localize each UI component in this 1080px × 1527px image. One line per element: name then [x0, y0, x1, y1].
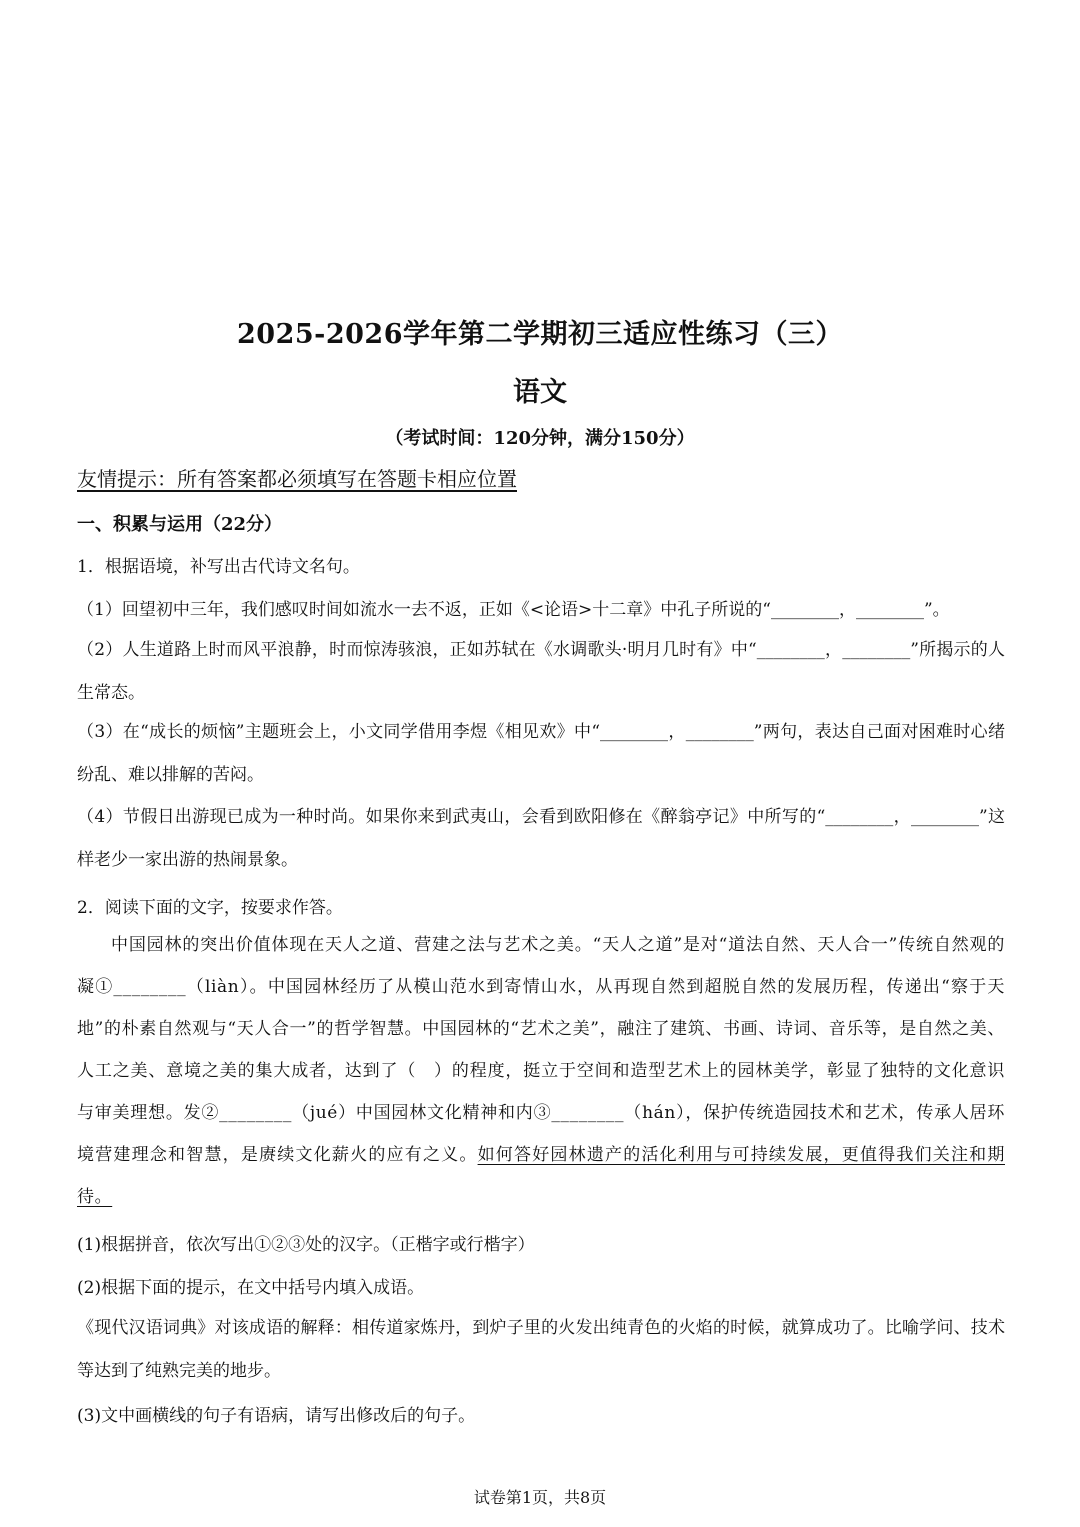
question-2-sub-3: (3)文中画横线的句子有语病，请写出修改后的句子。 — [77, 1406, 476, 1426]
exam-title: 2025-2026学年第二学期初三适应性练习（三） — [237, 319, 843, 350]
section-heading: 一、积累与运用（22分） — [77, 514, 283, 535]
question-1-stem: 1．根据语境，补写出古代诗文名句。 — [77, 557, 360, 577]
underlined-sentence: 如何答好园林遗产的活化利用与可持续发展，更值得我们关注和期待。 — [77, 1145, 1005, 1207]
friendly-tip: 友情提示：所有答案都必须填写在答题卡相应位置 — [77, 467, 517, 491]
question-1-item-2: （2）人生道路上时而风平浪静，时而惊涛骇浪，正如苏轼在《水调歌头·明月几时有》中“________，________”所揭示的人生常态。 — [77, 640, 1005, 703]
exam-time-info: （考试时间：120分钟，满分150分） — [385, 428, 695, 449]
question-2-stem: 2．阅读下面的文字，按要求作答。 — [77, 898, 343, 918]
question-1-item-3: （3）在“成长的烦恼”主题班会上，小文同学借用李煜《相见欢》中“________，________”两句，表达自己面对困难时心绪纷乱、难以排解的苦闷。 — [77, 722, 1005, 785]
page-number: 试卷第1页，共8页 — [473, 1488, 607, 1507]
reading-passage — [77, 924, 1005, 1218]
question-1-item-4: （4）节假日出游现已成为一种时尚。如果你来到武夷山，会看到欧阳修在《醉翁亭记》中所写的“________，________”这样老少一家出游的热闹景象。 — [77, 807, 1005, 870]
passage-main-text: 中国园林的突出价值体现在天人之道、营建之法与艺术之美。“天人之道”是对“道法自然、天人合一”传统自然观的凝①________（liàn）。中国园林经历了从模山范水到寄情山水，从再现自然到超脱自然的发展历程，传递出“察于天地”的朴素自然观与“天人合一”的哲学智慧。中国园林的“艺术之美”，融注了建筑、书画、诗词、音乐等，是自然之美、人工之美、意境之美的集大成者，达到了（ ）的程度，挺立于空间和造型艺术上的园林美学，彰显了独特的文化意识与审美理想。发②________（jué）中国园林文化精神和内③________（hán），保护传统造园技术和艺术，传承人居环境营建理念和智慧，是赓续文化薪火的应有之义。 — [77, 935, 1005, 1165]
subject-title: 语文 — [513, 377, 567, 408]
question-2-sub-1: (1)根据拼音，依次写出①②③处的汉字。（正楷字或行楷字） — [77, 1235, 535, 1255]
question-1-item-1: （1）回望初中三年，我们感叹时间如流水一去不返，正如《<论语>十二章》中孔子所说的“________，________”。 — [77, 600, 950, 620]
question-2-sub-2: (2)根据下面的提示，在文中括号内填入成语。 — [77, 1278, 425, 1298]
idiom-hint: 《现代汉语词典》对该成语的解释：相传道家炼丹，到炉子里的火发出纯青色的火焰的时候，就算成功了。比喻学问、技术等达到了纯熟完美的地步。 — [77, 1318, 1005, 1381]
